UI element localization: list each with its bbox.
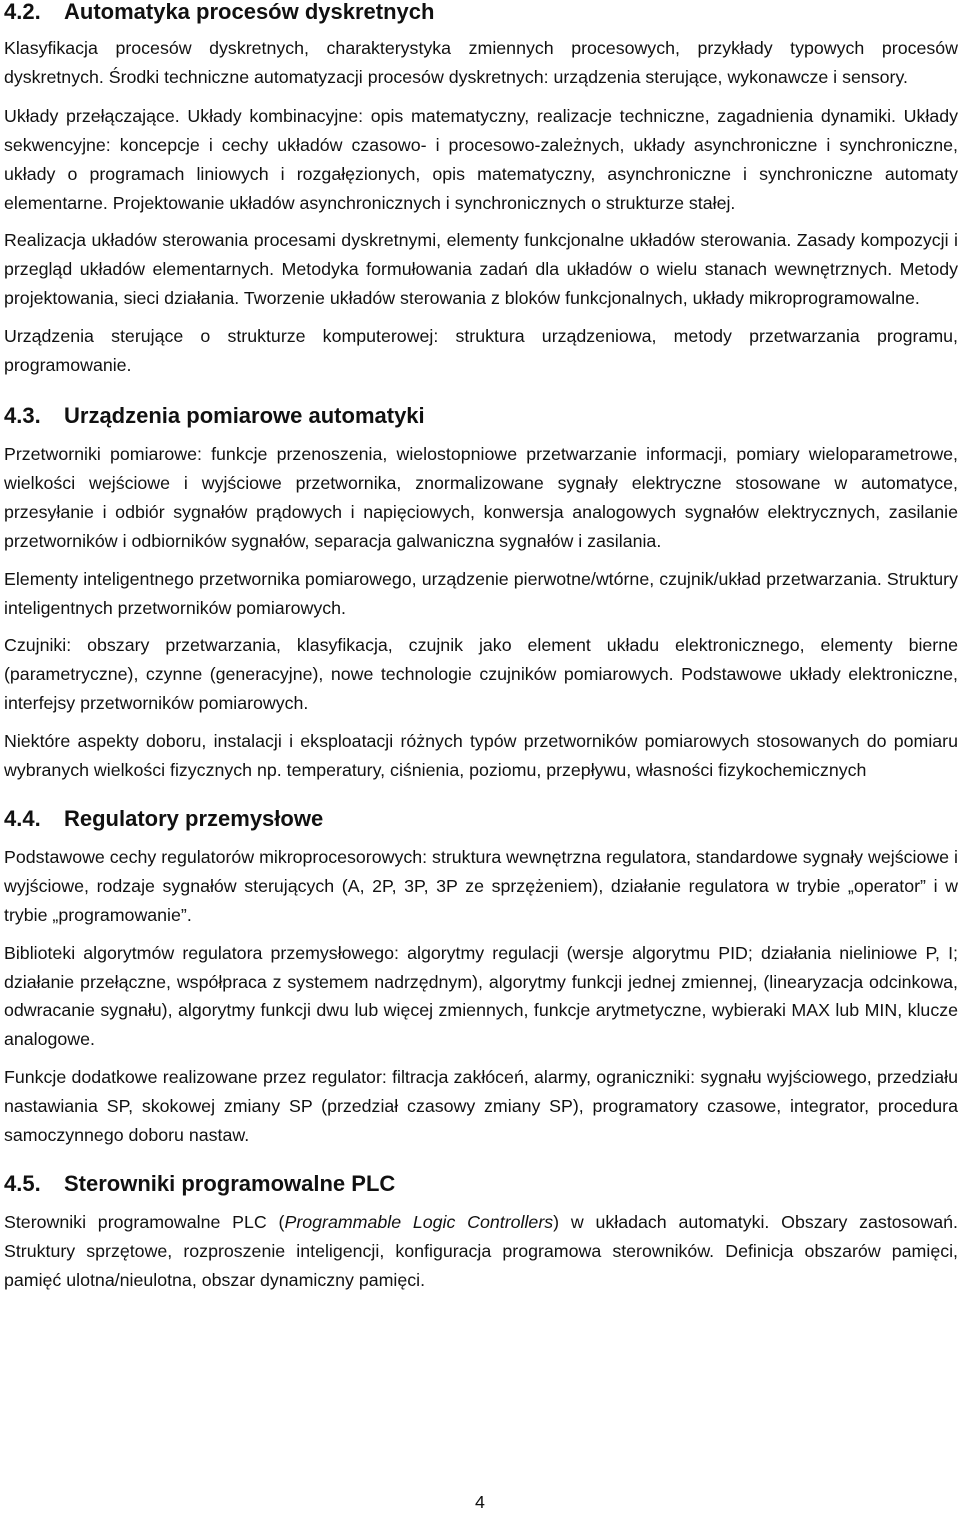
paragraph: Niektóre aspekty doboru, instalacji i eksploatacji różnych typów przetworników pomiarowych stosowanych do pomiaru wybranych wielkości fizycznych np. temperatury, ciśnienia, poziomu, przepływu, własności fizykochemicznych: [4, 731, 958, 781]
section-number: 4.4.: [4, 805, 41, 831]
section-title: Automatyka procesów dyskretnych: [64, 0, 435, 24]
text-run: ) w układach automatyki. Obszary zastosowań. Struktury sprzętowe, rozproszenie inteligencji, konfiguracja programowa sterowników. Definicja obszarów pamięci, pamięć ulotna/nieulotna, obszar dynamiczny pamięci.: [4, 1212, 958, 1290]
paragraph: Urządzenia sterujące o strukturze komputerowej: struktura urządzeniowa, metody przetwarzania programu, programowanie.: [4, 326, 958, 376]
text-run: Sterowniki programowalne PLC (: [4, 1212, 285, 1232]
page-number: 4: [475, 1492, 485, 1512]
section-heading-4-3: [4, 402, 958, 430]
section-number: 4.5.: [4, 1171, 41, 1196]
paragraph: Podstawowe cechy regulatorów mikroprocesorowych: struktura wewnętrzna regulatora, standardowe sygnały wejściowe i wyjściowe, rodzaje sygnałów sterujących (A, 2P, 3P, 3P ze sprzężeniem), działanie regulatora w trybie „operator” i w trybie „programowanie”.: [4, 846, 958, 925]
paragraph: Czujniki: obszary przetwarzania, klasyfikacja, czujnik jako element układu elektronicznego, elementy bierne (parametryczne), czynne (generacyjne), nowe technologie czujników pomiarowych. Podstawowe układy elektroniczne, interfejsy przetworników pomiarowych.: [4, 635, 958, 714]
paragraph: Funkcje dodatkowe realizowane przez regulator: filtracja zakłóceń, alarmy, ograniczniki: sygnału wyjściowego, przedziału nastawiania SP, skokowej zmiany SP (przedział czasowy zmiany SP), programatory czasowe, integrator, procedura samoczynnego doboru nastaw.: [4, 1067, 958, 1146]
paragraph: Przetworniki pomiarowe: funkcje przenoszenia, wielostopniowe przetwarzanie informacji, pomiary wieloparametrowe, wielkości wejściowe i wyjściowe przetwornika, znormalizowane sygnały elektryczne stosowane w automatyce, przesyłanie i odbiór sygnałów prądowych i napięciowych, konwersja analogowych sygnałów elektrycznych, zasilanie przetworników i odbiorników sygnałów, separacja galwaniczna sygnałów i zasilania.: [4, 443, 958, 551]
paragraph-plc: [4, 1208, 958, 1295]
section-title: Urządzenia pomiarowe automatyki: [64, 402, 425, 428]
section-number: 4.2.: [4, 0, 41, 24]
section-heading-4-2: [4, 0, 958, 26]
paragraph: Elementy inteligentnego przetwornika pomiarowego, urządzenie pierwotne/wtórne, czujnik/układ przetwarzania. Struktury inteligentnych przetworników pomiarowych.: [4, 568, 958, 618]
paragraph: Realizacja układów sterowania procesami dyskretnymi, elementy funkcjonalne układów sterowania. Zasady kompozycji i przegląd układów elementarnych. Metodyka formułowania zadań dla układów o wielu stanach wewnętrznych. Metody projektowania, sieci działania. Tworzenie układów sterowania z bloków funkcjonalnych, układy mikroprogramowalne.: [4, 230, 958, 309]
section-heading-4-4: [4, 805, 958, 833]
italic-term: Programmable Logic Controllers: [284, 1212, 554, 1232]
paragraph: Biblioteki algorytmów regulatora przemysłowego: algorytmy regulacji (wersje algorytmu PID; działania nieliniowe P, I; działanie przełączne, współpraca z systemem nadrzędnym), algorytmy funkcji jednej zmiennej, (linearyzacja odcinkowa, odwracanie sygnału), algorytmy funkcji dwu lub więcej zmiennych, funkcje arytmetyczne, wybieraki MAX lub MIN, klucze analogowe.: [4, 942, 958, 1050]
paragraph: Klasyfikacja procesów dyskretnych, charakterystyka zmiennych procesowych, przykłady typowych procesów dyskretnych. Środki techniczne automatyzacji procesów dyskretnych: urządzenia sterujące, wykonawcze i sensory.: [4, 38, 958, 87]
paragraph: Układy przełączające. Układy kombinacyjne: opis matematyczny, realizacje techniczne, zagadnienia dynamiki. Układy sekwencyjne: koncepcje i cechy układów czasowo- i procesowo-zależnych, układy asynchroniczne i synchroniczne, układy o programach liniowych i rozgałęzionych, opis matematyczny, asynchroniczne i synchroniczne automaty elementarne. Projektowanie układów asynchronicznych i synchronicznych o strukturze stałej.: [4, 105, 958, 213]
section-title: Regulatory przemysłowe: [64, 805, 324, 831]
section-heading-4-5: [4, 1170, 958, 1198]
section-number: 4.3.: [4, 402, 41, 428]
section-title: Sterowniki programowalne PLC: [64, 1171, 396, 1196]
document-page: [4, 0, 958, 1295]
